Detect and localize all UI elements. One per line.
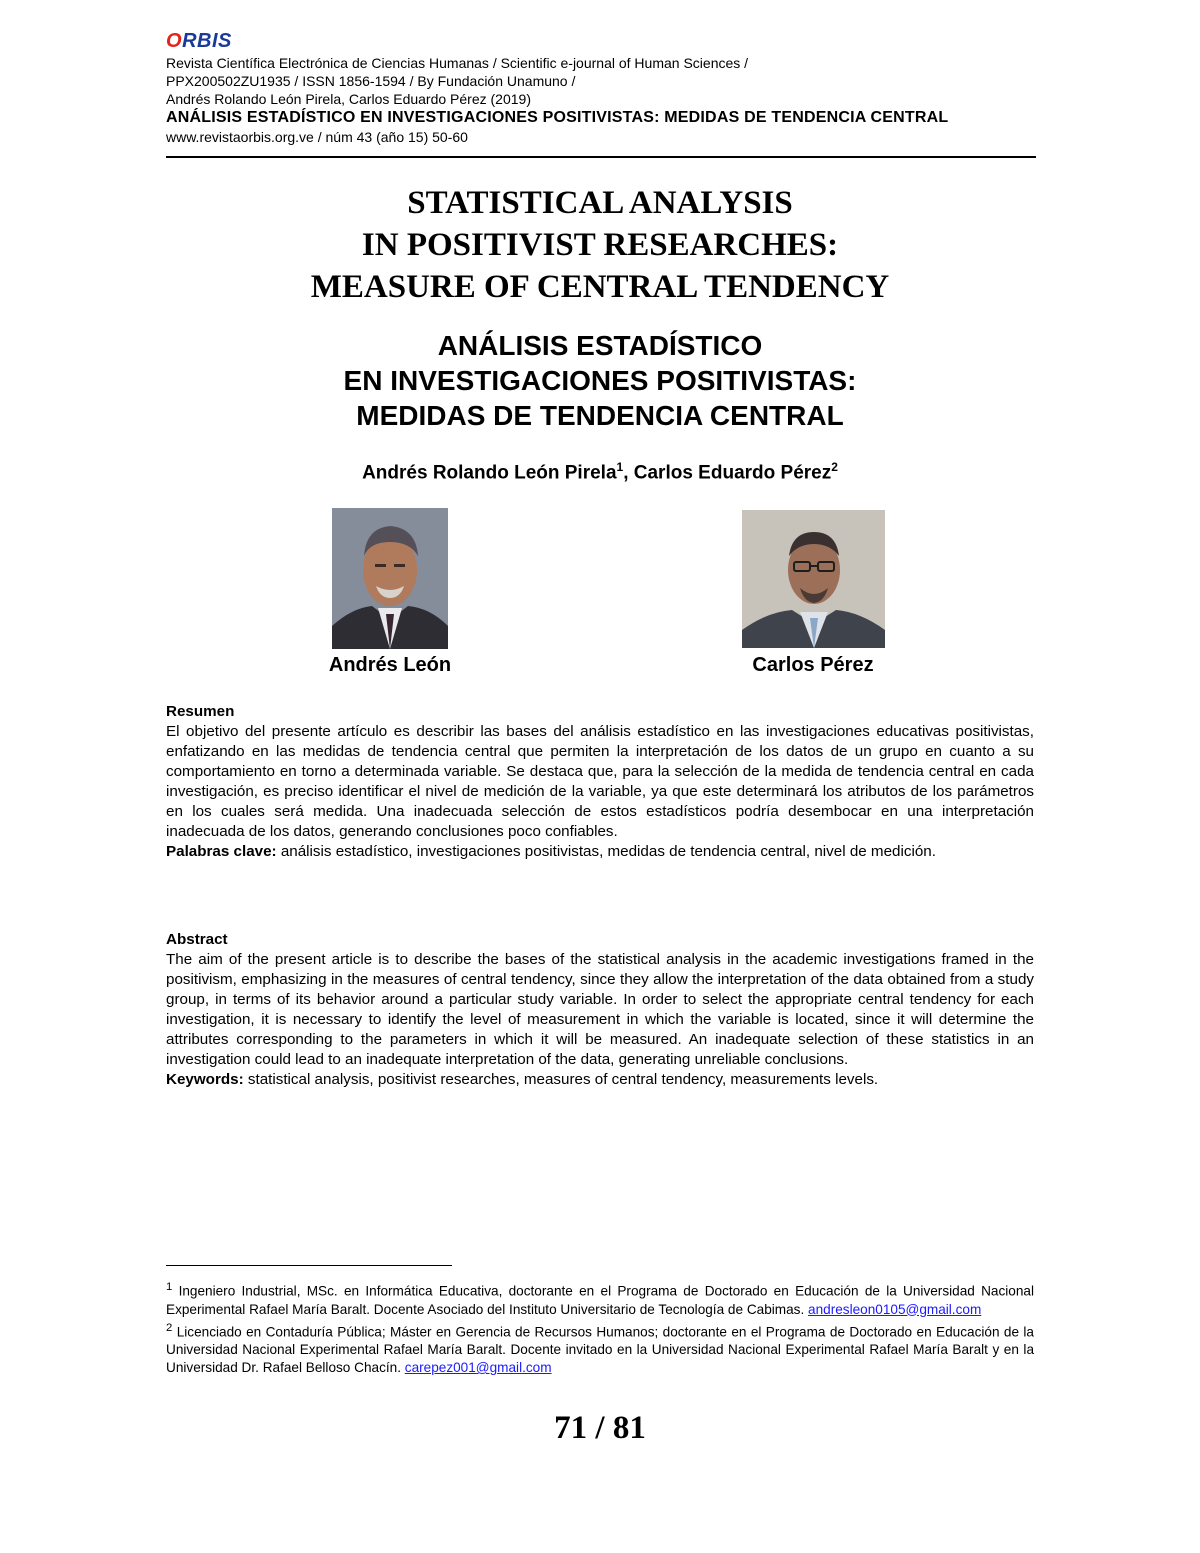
author-2-footnote-mark: 2 [831,460,838,474]
abstract-heading: Abstract [166,931,228,948]
title-es-line-1: ANÁLISIS ESTADÍSTICO [437,330,763,361]
authors-separator: , [623,462,634,484]
author-1-photo-caption: Andrés León [328,654,452,676]
author-2-photo [742,510,885,648]
journal-header [166,30,1036,146]
author-1-portrait-illustration [332,508,448,649]
title-en-line-3: MEASURE OF CENTRAL TENDENCY [310,269,890,305]
resumen-body: El objetivo del presente artículo es describir las bases del análisis estadístico en las investigaciones educativas positivistas, enfatizando en las medidas de tendencia central que permiten la interpretación de los datos de un grupo en cuanto a su comportamiento en torno a determinada variable. Se destaca que, para la selección de la medida de tendencia central en cada investigación, es preciso identificar el nivel de medición de la variable, ya que este determinará los atributos de los parámetros en los cuales será medida. Una inadecuada selección de estos estadísticos podría desembocar en una interpretación inadecuada de los datos, generando conclusiones poco confiables. [166,723,1034,840]
header-line-journal: Revista Científica Electrónica de Ciencias Humanas / Scientific e-journal of Human Sciences / [166,55,749,71]
title-en-line-2: IN POSITIVIST RESEARCHES: [361,227,839,263]
header-line-authors: Andrés Rolando León Pirela, Carlos Eduardo Pérez (2019) [166,91,531,107]
abstract-section [166,930,1034,1090]
footnote-2-mark: 2 [166,1321,173,1334]
author-1-photo [332,508,448,649]
author-2-name: Carlos Eduardo Pérez [633,462,832,484]
footnote-1-email-link[interactable]: andresleon0105@gmail.com [808,1301,982,1317]
palabras-clave [166,842,1034,862]
footnote-2 [166,1319,1034,1378]
resumen-heading: Resumen [166,703,235,720]
author-2-photo-caption: Carlos Pérez [752,654,874,676]
header-rule [166,156,1036,158]
header-line-title: ANÁLISIS ESTADÍSTICO EN INVESTIGACIONES POSITIVISTAS: MEDIDAS DE TENDENCIA CENTRAL [166,109,949,126]
title-english [100,182,1100,308]
footnote-2-text: Licenciado en Contaduría Pública; Máster en Gerencia de Recursos Humanos; doctorante en el Programa de Doctorado en Educación de la Universidad Nacional Experimental Rafael María Baralt. Docente invitado en la Universidad Nacional Experimental Rafael María Baralt y en la Universidad Dr. Rafael Belloso Chacín. [166,1324,1034,1376]
abstract-body: The aim of the present article is to describe the bases of the statistical analysis in the academic investigations framed in the positivism, emphasizing in the measures of central tendency, since they allow the interpretation of the data obtained from a study group, in terms of its behavior around a particular study variable. In order to select the appropriate central tendency for each investigation, it is necessary to identify the level of measurement in which the variable is located, since it will determine the attributes corresponding to the parameters in which it will be measured. An inadequate selection of these statistics in an investigation could lead to an inadequate interpretation of the data, generating unreliable conclusions. [166,951,1034,1068]
title-es-line-2: EN INVESTIGACIONES POSITIVISTAS: [343,365,857,396]
footnote-1-text: Ingeniero Industrial, MSc. en Informática Educativa, doctorante en el Programa de Doctorado en Educación de la Universidad Nacional Experimental Rafael María Baralt. Docente Asociado del Instituto Universitario de Tecnología de Cabimas. [166,1283,1034,1317]
orbis-logo [166,30,1036,54]
footnotes [166,1278,1034,1377]
title-spanish [100,328,1100,433]
page-number: 71 / 81 [554,1410,646,1446]
keywords [166,1070,1034,1090]
author-2-portrait-illustration [742,510,885,648]
footnote-2-email-link[interactable]: carepez001@gmail.com [404,1360,552,1376]
footnote-1 [166,1278,1034,1319]
palabras-clave-label: Palabras clave: [166,843,277,860]
logo-text: RBIS [182,30,232,52]
title-en-line-1: STATISTICAL ANALYSIS [407,185,793,221]
resumen-section [166,702,1034,862]
palabras-clave-text: análisis estadístico, investigaciones positivistas, medidas de tendencia central, nivel de medición. [276,843,936,860]
footnote-1-mark: 1 [166,1281,173,1293]
header-line-url: www.revistaorbis.org.ve / núm 43 (año 15) 50-60 [166,129,468,145]
title-es-line-3: MEDIDAS DE TENDENCIA CENTRAL [356,400,844,431]
footnote-rule [166,1265,452,1266]
keywords-text: statistical analysis, positivist researches, measures of central tendency, measurements levels. [243,1071,879,1088]
author-1-name: Andrés Rolando León Pirela [362,462,617,484]
header-line-issn: PPX200502ZU1935 / ISSN 1856-1594 / By Fundación Unamuno / [166,73,576,89]
logo-letter-o: O [166,30,183,52]
author-1-footnote-mark: 1 [616,460,624,474]
keywords-label: Keywords: [166,1071,244,1088]
authors-line [100,460,1100,484]
